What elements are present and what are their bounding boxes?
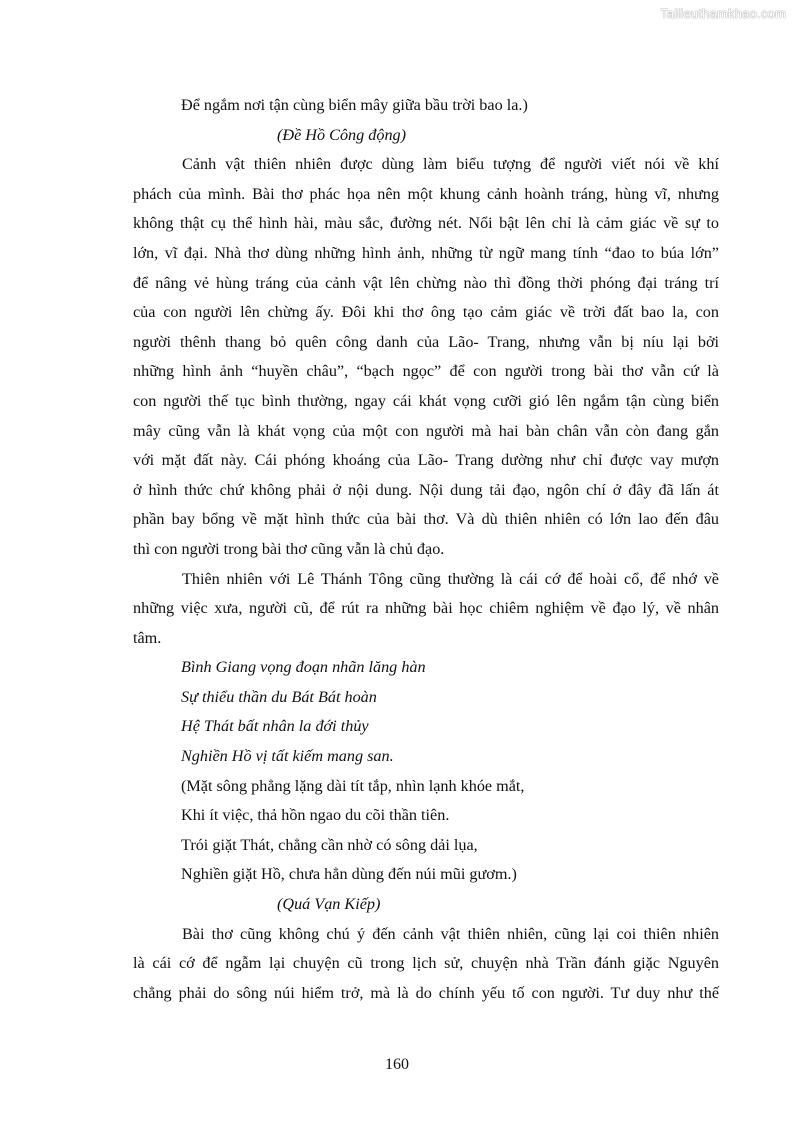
paragraph-line: không thật cụ thể hình hài, màu sắc, đường nét. Nổi bật lên chỉ là cảm giác về sự to: [133, 214, 719, 233]
paragraph-line: để nâng vẻ hùng tráng của cảnh vật lên chừng nào thì đồng thời phóng đại tráng trí: [133, 273, 719, 292]
paragraph-line: những hình ảnh “huyền châu”, “bạch ngọc” để con người trong bài thơ vẫn cứ là: [133, 362, 719, 381]
poem-line: Sự thiểu thần du Bát Bát hoàn: [181, 687, 377, 706]
paragraph-line: ở hình thức chứ không phải ở nội dung. Nội dung tải đạo, ngôn chí ở đây đã lấn át: [133, 480, 719, 499]
paragraph-line: thì con người trong bài thơ cũng vẫn là chủ đạo.: [133, 539, 445, 558]
paragraph-2: [133, 565, 719, 654]
paragraph-line: lớn, vĩ đại. Nhà thơ dùng những hình ảnh, những từ ngữ mang tính “đao to búa lớn”: [133, 243, 719, 262]
paragraph-line: phách của mình. Bài thơ phác họa nên một khung cảnh hoành tráng, hùng vĩ, nhưng: [133, 184, 719, 203]
paragraph-line: Thiên nhiên với Lê Thánh Tông cũng thường là cái cớ để hoài cổ, để nhớ về: [182, 569, 719, 588]
paragraph-line: phần bay bổng về mặt hình thức của bài thơ. Và dù thiên nhiên có lớn lao đến đâu: [133, 510, 719, 529]
page-body: [133, 91, 719, 1008]
paragraph-line: Bài thơ cũng không chú ý đến cảnh vật thiên nhiên, cũng lại coi thiên nhiên: [182, 924, 719, 943]
poem-line: Bình Giang vọng đoạn nhãn lăng hàn: [181, 658, 426, 677]
poem-line: Nghiền Hồ vị tất kiếm mang san.: [181, 747, 394, 766]
paragraph-line: với mặt đất này. Cái phóng khoáng của Lão- Trang dường như chỉ được vay mượn: [133, 451, 719, 470]
poem-line: (Mặt sông phẳng lặng dài tít tắp, nhìn lạnh khóe mắt,: [181, 776, 525, 795]
paragraph-line: Cảnh vật thiên nhiên được dùng làm biểu tượng để người viết nói về khí: [182, 155, 719, 174]
paragraph-1: [133, 150, 719, 564]
poem-line: Hệ Thát bất nhân la đới thủy: [181, 717, 369, 736]
poem-line: Nghiền giặt Hồ, chưa hẳn dùng đến núi mũi gươm.): [181, 865, 517, 884]
poem-caption-qua-van-kiep: (Quá Vạn Kiếp): [277, 895, 381, 914]
paragraph-line: con người thế tục bình thường, ngay cái khát vọng cưỡi gió lên ngắm tận cùng biển: [133, 391, 719, 410]
page-number: 160: [385, 1056, 409, 1073]
poem-original: [133, 653, 719, 771]
poem-caption-de-ho-cong-dong: (Đề Hồ Công động): [277, 125, 407, 144]
poem-line: Khi ít việc, thả hồn ngao du cõi thần tiên.: [181, 806, 450, 825]
paragraph-line: những việc xưa, người cũ, để rút ra những bài học chiêm nghiệm về đạo lý, về nhân: [133, 599, 719, 618]
paragraph-line: của con người lên chừng ấy. Đôi khi thơ ông tạo cảm giác về trời đất bao la, con: [133, 303, 719, 322]
poem-closing-line: Để ngắm nơi tận cùng biển mây giữa bầu trời bao la.): [181, 96, 528, 114]
watermark: Tailieuthamkhao.com: [660, 6, 786, 21]
paragraph-line: là cái cớ để ngẫm lại chuyện cũ trong lịch sử, chuyện nhà Trần đánh giặc Nguyên: [133, 954, 719, 973]
poem-line: Trói giặt Thát, chẳng cần nhờ có sông dải lụa,: [181, 835, 478, 854]
paragraph-line: người thênh thang bỏ quên công danh của Lão- Trang, nhưng vẫn bị níu lại bởi: [133, 332, 719, 351]
paragraph-line: chẳng phải do sông núi hiểm trở, mà là do chính yếu tố con người. Tư duy như thế: [133, 983, 719, 1002]
paragraph-line: mây cũng vẫn là khát vọng của một con người mà hai bàn chân vẫn còn đang gắn: [133, 421, 719, 440]
paragraph-3: [133, 920, 719, 1009]
poem-translation: [133, 772, 719, 890]
paragraph-line: tâm.: [133, 628, 162, 647]
